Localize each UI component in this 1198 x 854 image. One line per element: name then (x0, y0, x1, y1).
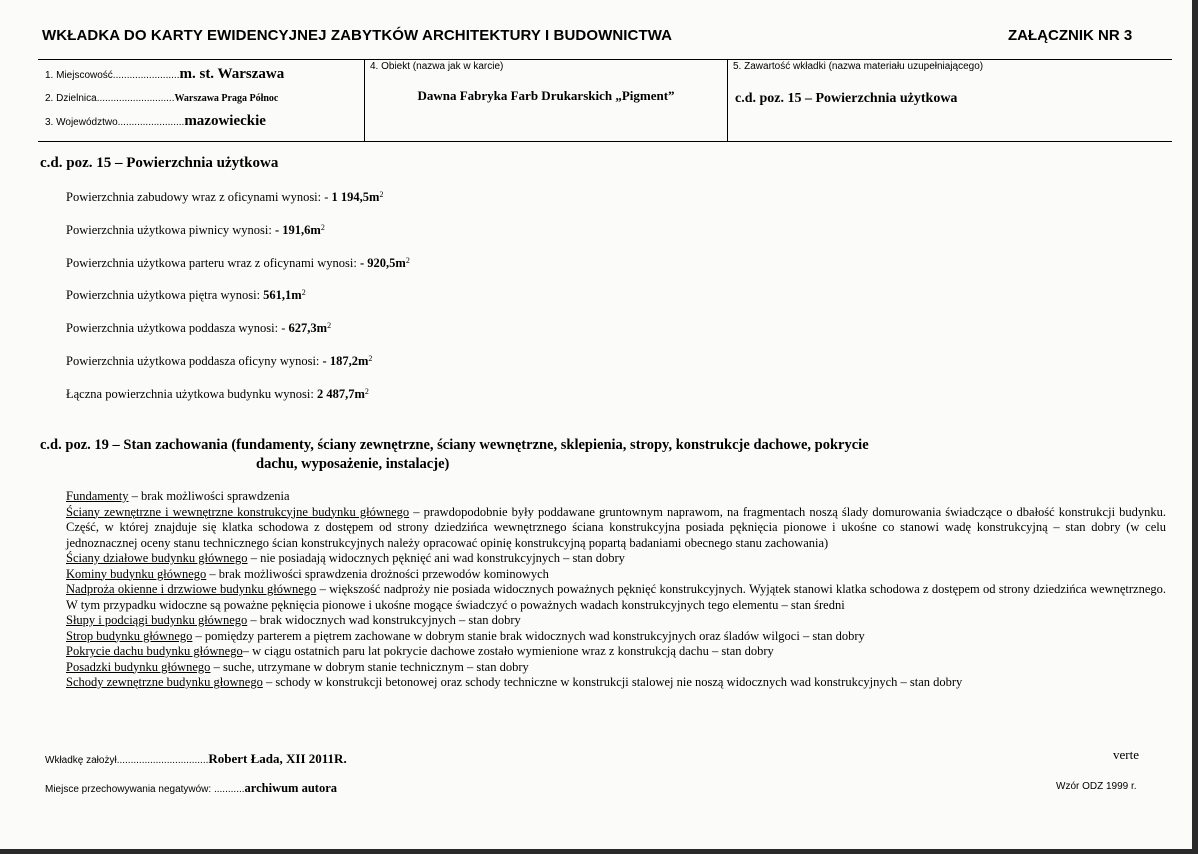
area-row-basement (66, 223, 325, 238)
condition-text: – w ciągu ostatnich paru lat pokrycie dachowe zostało wymienione wraz z konstrukcją dachu – stan dobry (242, 644, 774, 658)
area-unit-exponent: 2 (320, 223, 325, 232)
city-field (45, 66, 284, 83)
condition-term: Kominy budynku głównego (66, 566, 207, 581)
annex-number: ZAŁĄCZNIK NR 3 (1008, 27, 1133, 44)
area-row-text: Powierzchnia użytkowa poddasza oficyny wynosi: (66, 354, 323, 368)
area-row-built (66, 190, 383, 205)
header-divider-1 (364, 59, 365, 141)
author-value: Robert Łada, XII 2011R. (208, 751, 347, 766)
condition-text: – prawdopodobnie były poddawane gruntownym naprawom, na fragmentach noszą ślady domurowania świadczące o dbałość konstrukcji budynku. Część, w której znajduje się klatka schodowa z dostępem od strony dziedzińca wewnętrznego ściana konstrukcyjna posiada pęknięcia pionowe i ukośne co stanowi wadę konstrukcyjną – stan dobry (w celu jednoznacznej oceny stanu technicznego ścian konstrukcyjnych należy opracować opinię konstrukcyjną popartą badaniami obecnego stanu zachowania) (66, 504, 1167, 550)
condition-item-roofing (66, 644, 1166, 660)
scan-edge-right (1192, 0, 1198, 854)
header-divider-2 (727, 59, 728, 141)
condition-term: Pokrycie dachu budynku głównego (66, 644, 243, 658)
condition-text: – suche, utrzymane w dobrym stanie technicznym – stan dobry (210, 659, 529, 674)
condition-term: Ściany działowe budynku głównego (66, 551, 248, 565)
city-label: 1. Miejscowość........................ (45, 70, 180, 81)
negatives-label: Miejsce przechowywania negatywów: ........... (45, 784, 245, 795)
template-version: Wzór ODZ 1999 r. (1056, 781, 1137, 792)
condition-item-floors (66, 660, 1166, 676)
section-19-heading-line1: c.d. poz. 19 – Stan zachowania (fundamenty, ściany zewnętrzne, ściany wewnętrzne, sklepienia, stropy, konstrukcje dachowe, pokrycie (40, 437, 869, 453)
condition-term: Fundamenty (66, 489, 129, 503)
area-row-total (66, 387, 369, 402)
district-label: 2. Dzielnica............................ (45, 93, 175, 104)
condition-text: – większość nadproży nie posiada widocznych poważnych pęknięć konstrukcyjnych. Wyjątek stanowi klatka schodowa z dostępem od strony dziedzińca wewnętrznego. W tym przypadku widoczne są poważne pęknięcia pionowe i ukośne mogące świadczyć o poważnych wadach konstrukcyjnych tego elementu – stan średni (66, 582, 1166, 612)
author-label: Wkładkę założył................................. (45, 755, 209, 766)
condition-text: – schody w konstrukcji betonowej oraz schody techniczne w konstrukcji stalowej nie noszą widocznych wad konstrukcyjnych – stan dobry (262, 675, 963, 689)
condition-list (66, 489, 1166, 691)
area-row-text: Powierzchnia zabudowy wraz z oficynami wynosi: - (66, 190, 332, 204)
voivodeship-label: 3. Województwo........................ (45, 117, 185, 128)
scan-edge-bottom (0, 849, 1198, 854)
area-row-value: - 187,2m (322, 354, 369, 368)
area-row-first-floor (66, 288, 306, 303)
condition-item-partition-walls (66, 551, 1166, 567)
area-unit-exponent: 2 (368, 354, 373, 363)
object-value: Dawna Fabryka Farb Drukarskich „Pigment” (417, 88, 675, 103)
condition-term: Ściany zewnętrzne i wewnętrzne konstrukcyjne budynku głównego (66, 504, 410, 519)
voivodeship-field (45, 113, 266, 130)
condition-item-ceiling (66, 629, 1166, 645)
verte-note: verte (1113, 747, 1139, 762)
condition-item-chimneys (66, 567, 1166, 583)
condition-text: – brak widocznych wad konstrukcyjnych – stan dobry (247, 613, 521, 627)
condition-text: – brak możliwości sprawdzenia (128, 489, 290, 503)
area-row-text: Powierzchnia użytkowa piwnicy wynosi: (66, 223, 275, 237)
section-19-heading-line2: dachu, wyposażenie, instalacje) (256, 456, 450, 472)
area-row-text: Powierzchnia użytkowa parteru wraz z oficynami wynosi: (66, 256, 360, 270)
voivodeship-value: mazowieckie (184, 113, 266, 129)
insert-content-label: 5. Zawartość wkładki (nazwa materiału uzupełniającego) (733, 61, 984, 72)
area-unit-exponent: 2 (405, 256, 410, 265)
area-row-value: 627,3m (288, 321, 328, 335)
area-row-value: - 920,5m (360, 256, 406, 270)
area-row-value: 561,1m (263, 288, 302, 302)
area-row-annex-attic (66, 354, 372, 369)
condition-term: Nadproża okienne i drzwiowe budynku głównego (66, 582, 317, 596)
negatives-value: archiwum autora (244, 781, 338, 795)
insert-content-value: c.d. poz. 15 – Powierzchnia użytkowa (735, 91, 958, 106)
condition-item-lintels (66, 582, 1166, 613)
object-label: 4. Obiekt (nazwa jak w karcie) (370, 61, 504, 72)
area-unit-exponent: 2 (364, 387, 369, 396)
area-row-attic (66, 321, 331, 336)
author-field (45, 751, 347, 767)
condition-term: Słupy i podciągi budynku głównego (66, 613, 248, 627)
district-value: Warszawa Praga Północ (174, 93, 279, 104)
area-row-text: Powierzchnia użytkowa poddasza wynosi: - (66, 321, 289, 335)
condition-text: – pomiędzy parterem a piętrem zachowane w dobrym stanie brak widocznych wad konstrukcyjnych oraz śladów wilgoci – stan dobry (192, 628, 865, 643)
area-row-ground-floor (66, 256, 410, 271)
area-unit-exponent: 2 (301, 288, 306, 297)
district-field (45, 93, 278, 104)
city-value: m. st. Warszawa (179, 66, 285, 82)
area-unit-exponent: 2 (379, 190, 384, 199)
area-row-value: - 191,6m (274, 223, 321, 237)
section-15-heading: c.d. poz. 15 – Powierzchnia użytkowa (40, 155, 279, 171)
area-row-text: Łączna powierzchnia użytkowa budynku wynosi: (66, 387, 317, 401)
condition-term: Posadzki budynku głównego (66, 659, 211, 674)
condition-text: – brak możliwości sprawdzenia drożności przewodów kominowych (206, 566, 549, 581)
condition-term: Schody zewnętrzne budynku głownego (66, 675, 263, 689)
negatives-field (45, 781, 337, 796)
condition-term: Strop budynku głównego (66, 628, 193, 643)
condition-item-foundations (66, 489, 1166, 505)
document-title: WKŁADKA DO KARTY EWIDENCYJNEJ ZABYTKÓW ARCHITEKTURY I BUDOWNICTWA (42, 27, 673, 44)
condition-item-columns (66, 613, 1166, 629)
area-row-text: Powierzchnia użytkowa piętra wynosi: (66, 288, 264, 302)
area-unit-exponent: 2 (327, 321, 332, 330)
area-row-value: 2 487,7m (316, 387, 365, 401)
condition-item-walls (66, 505, 1166, 552)
condition-item-stairs (66, 675, 1166, 691)
area-row-value: 1 194,5m (331, 190, 380, 204)
condition-text: – nie posiadają widocznych pęknięć ani wad konstrukcyjnych – stan dobry (247, 551, 625, 565)
